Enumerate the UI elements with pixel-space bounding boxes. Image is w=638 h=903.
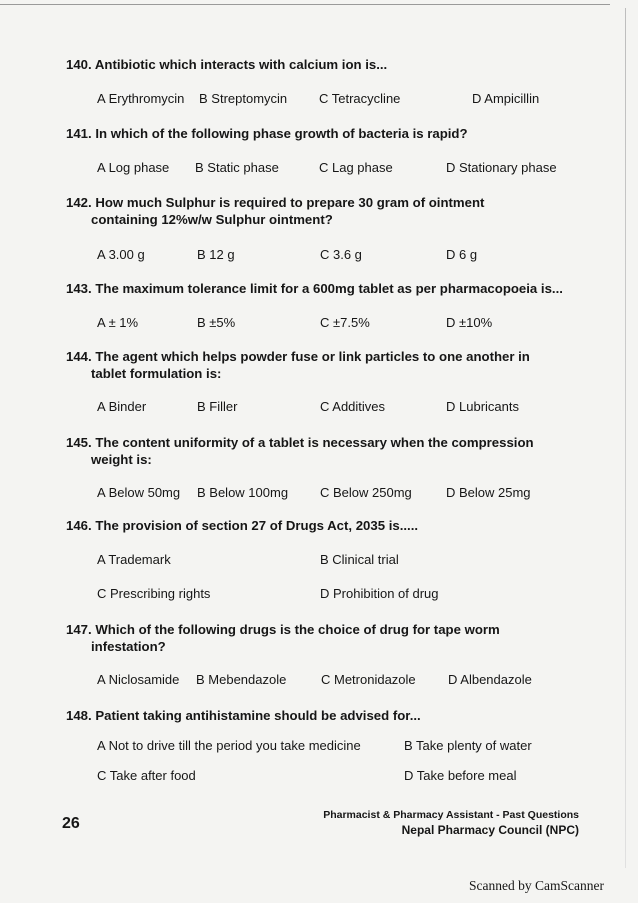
- question-number: 148.: [66, 708, 92, 723]
- option-c: C 3.6 g: [320, 247, 362, 262]
- option-a: A Trademark: [97, 552, 171, 567]
- option-d: D Albendazole: [448, 672, 532, 687]
- option-d: D ±10%: [446, 315, 493, 330]
- question-number: 142.: [66, 195, 92, 210]
- question-144: [66, 348, 586, 382]
- question-number: 147.: [66, 622, 92, 637]
- option-b: B Static phase: [195, 160, 279, 175]
- option-a: A Log phase: [97, 160, 170, 175]
- question-140: [66, 56, 586, 73]
- question-147: [66, 621, 586, 655]
- question-146: [66, 517, 586, 534]
- question-text-continued: weight is:: [91, 452, 152, 467]
- option-d: D 6 g: [446, 247, 478, 262]
- question-number: 146.: [66, 518, 92, 533]
- question-text: The agent which helps powder fuse or link particles to one another in: [95, 349, 530, 364]
- question-number: 140.: [66, 57, 92, 72]
- question-text: The content uniformity of a tablet is necessary when the compression: [95, 435, 534, 450]
- question-text: Which of the following drugs is the choice of drug for tape worm: [95, 622, 500, 637]
- option-d: D Ampicillin: [472, 91, 540, 106]
- footer-line-2: Nepal Pharmacy Council (NPC): [401, 823, 579, 837]
- option-a: A ± 1%: [97, 315, 139, 330]
- option-b: B Streptomycin: [199, 91, 288, 106]
- question-number: 144.: [66, 349, 92, 364]
- option-c: C Prescribing rights: [97, 586, 211, 601]
- question-number: 141.: [66, 126, 92, 141]
- option-d: D Prohibition of drug: [320, 586, 439, 601]
- question-number: 143.: [66, 281, 92, 296]
- question-141: [66, 125, 586, 142]
- option-a: A Binder: [97, 399, 147, 414]
- option-c: C Lag phase: [319, 160, 393, 175]
- question-145: [66, 434, 586, 468]
- option-b: B Take plenty of water: [404, 738, 532, 753]
- page-edge-line: [625, 8, 626, 868]
- scanner-watermark: Scanned by CamScanner: [469, 878, 604, 893]
- question-text: The maximum tolerance limit for a 600mg tablet as per pharmacopoeia is...: [95, 281, 563, 296]
- option-c: C Take after food: [97, 768, 196, 783]
- question-text: Patient taking antihistamine should be advised for...: [95, 708, 421, 723]
- option-b: B Mebendazole: [196, 672, 287, 687]
- option-d: D Below 25mg: [446, 485, 531, 500]
- option-d: D Take before meal: [404, 768, 517, 783]
- page-number: 26: [62, 815, 80, 832]
- question-143: [66, 280, 586, 297]
- top-border-line: [0, 0, 610, 5]
- question-148: [66, 707, 586, 724]
- footer-line-1: Pharmacist & Pharmacy Assistant - Past Questions: [323, 809, 579, 821]
- question-text: Antibiotic which interacts with calcium ion is...: [94, 57, 388, 72]
- option-c: C Metronidazole: [321, 672, 416, 687]
- question-text: The provision of section 27 of Drugs Act, 2035 is.....: [95, 518, 419, 533]
- question-text: In which of the following phase growth of bacteria is rapid?: [95, 126, 468, 141]
- option-c: C Additives: [320, 399, 386, 414]
- option-a: A Below 50mg: [97, 485, 181, 500]
- option-c: C ±7.5%: [320, 315, 370, 330]
- option-c: C Tetracycline: [319, 91, 401, 106]
- option-b: B Clinical trial: [320, 552, 399, 567]
- question-text: How much Sulphur is required to prepare 30 gram of ointment: [95, 195, 485, 210]
- option-b: B ±5%: [197, 315, 236, 330]
- option-a: A Niclosamide: [97, 672, 180, 687]
- option-a: A Not to drive till the period you take medicine: [97, 738, 361, 753]
- option-a: A Erythromycin: [97, 91, 185, 106]
- option-b: B Filler: [197, 399, 238, 414]
- option-a: A 3.00 g: [97, 247, 145, 262]
- option-d: D Lubricants: [446, 399, 519, 414]
- option-c: C Below 250mg: [320, 485, 412, 500]
- question-text-continued: containing 12%w/w Sulphur ointment?: [91, 212, 333, 227]
- question-text-continued: infestation?: [91, 639, 166, 654]
- footer-title: [323, 808, 579, 838]
- question-text-continued: tablet formulation is:: [91, 366, 222, 381]
- question-number: 145.: [66, 435, 92, 450]
- option-d: D Stationary phase: [446, 160, 557, 175]
- option-b: B 12 g: [197, 247, 235, 262]
- option-b: B Below 100mg: [197, 485, 289, 500]
- question-142: [66, 194, 586, 228]
